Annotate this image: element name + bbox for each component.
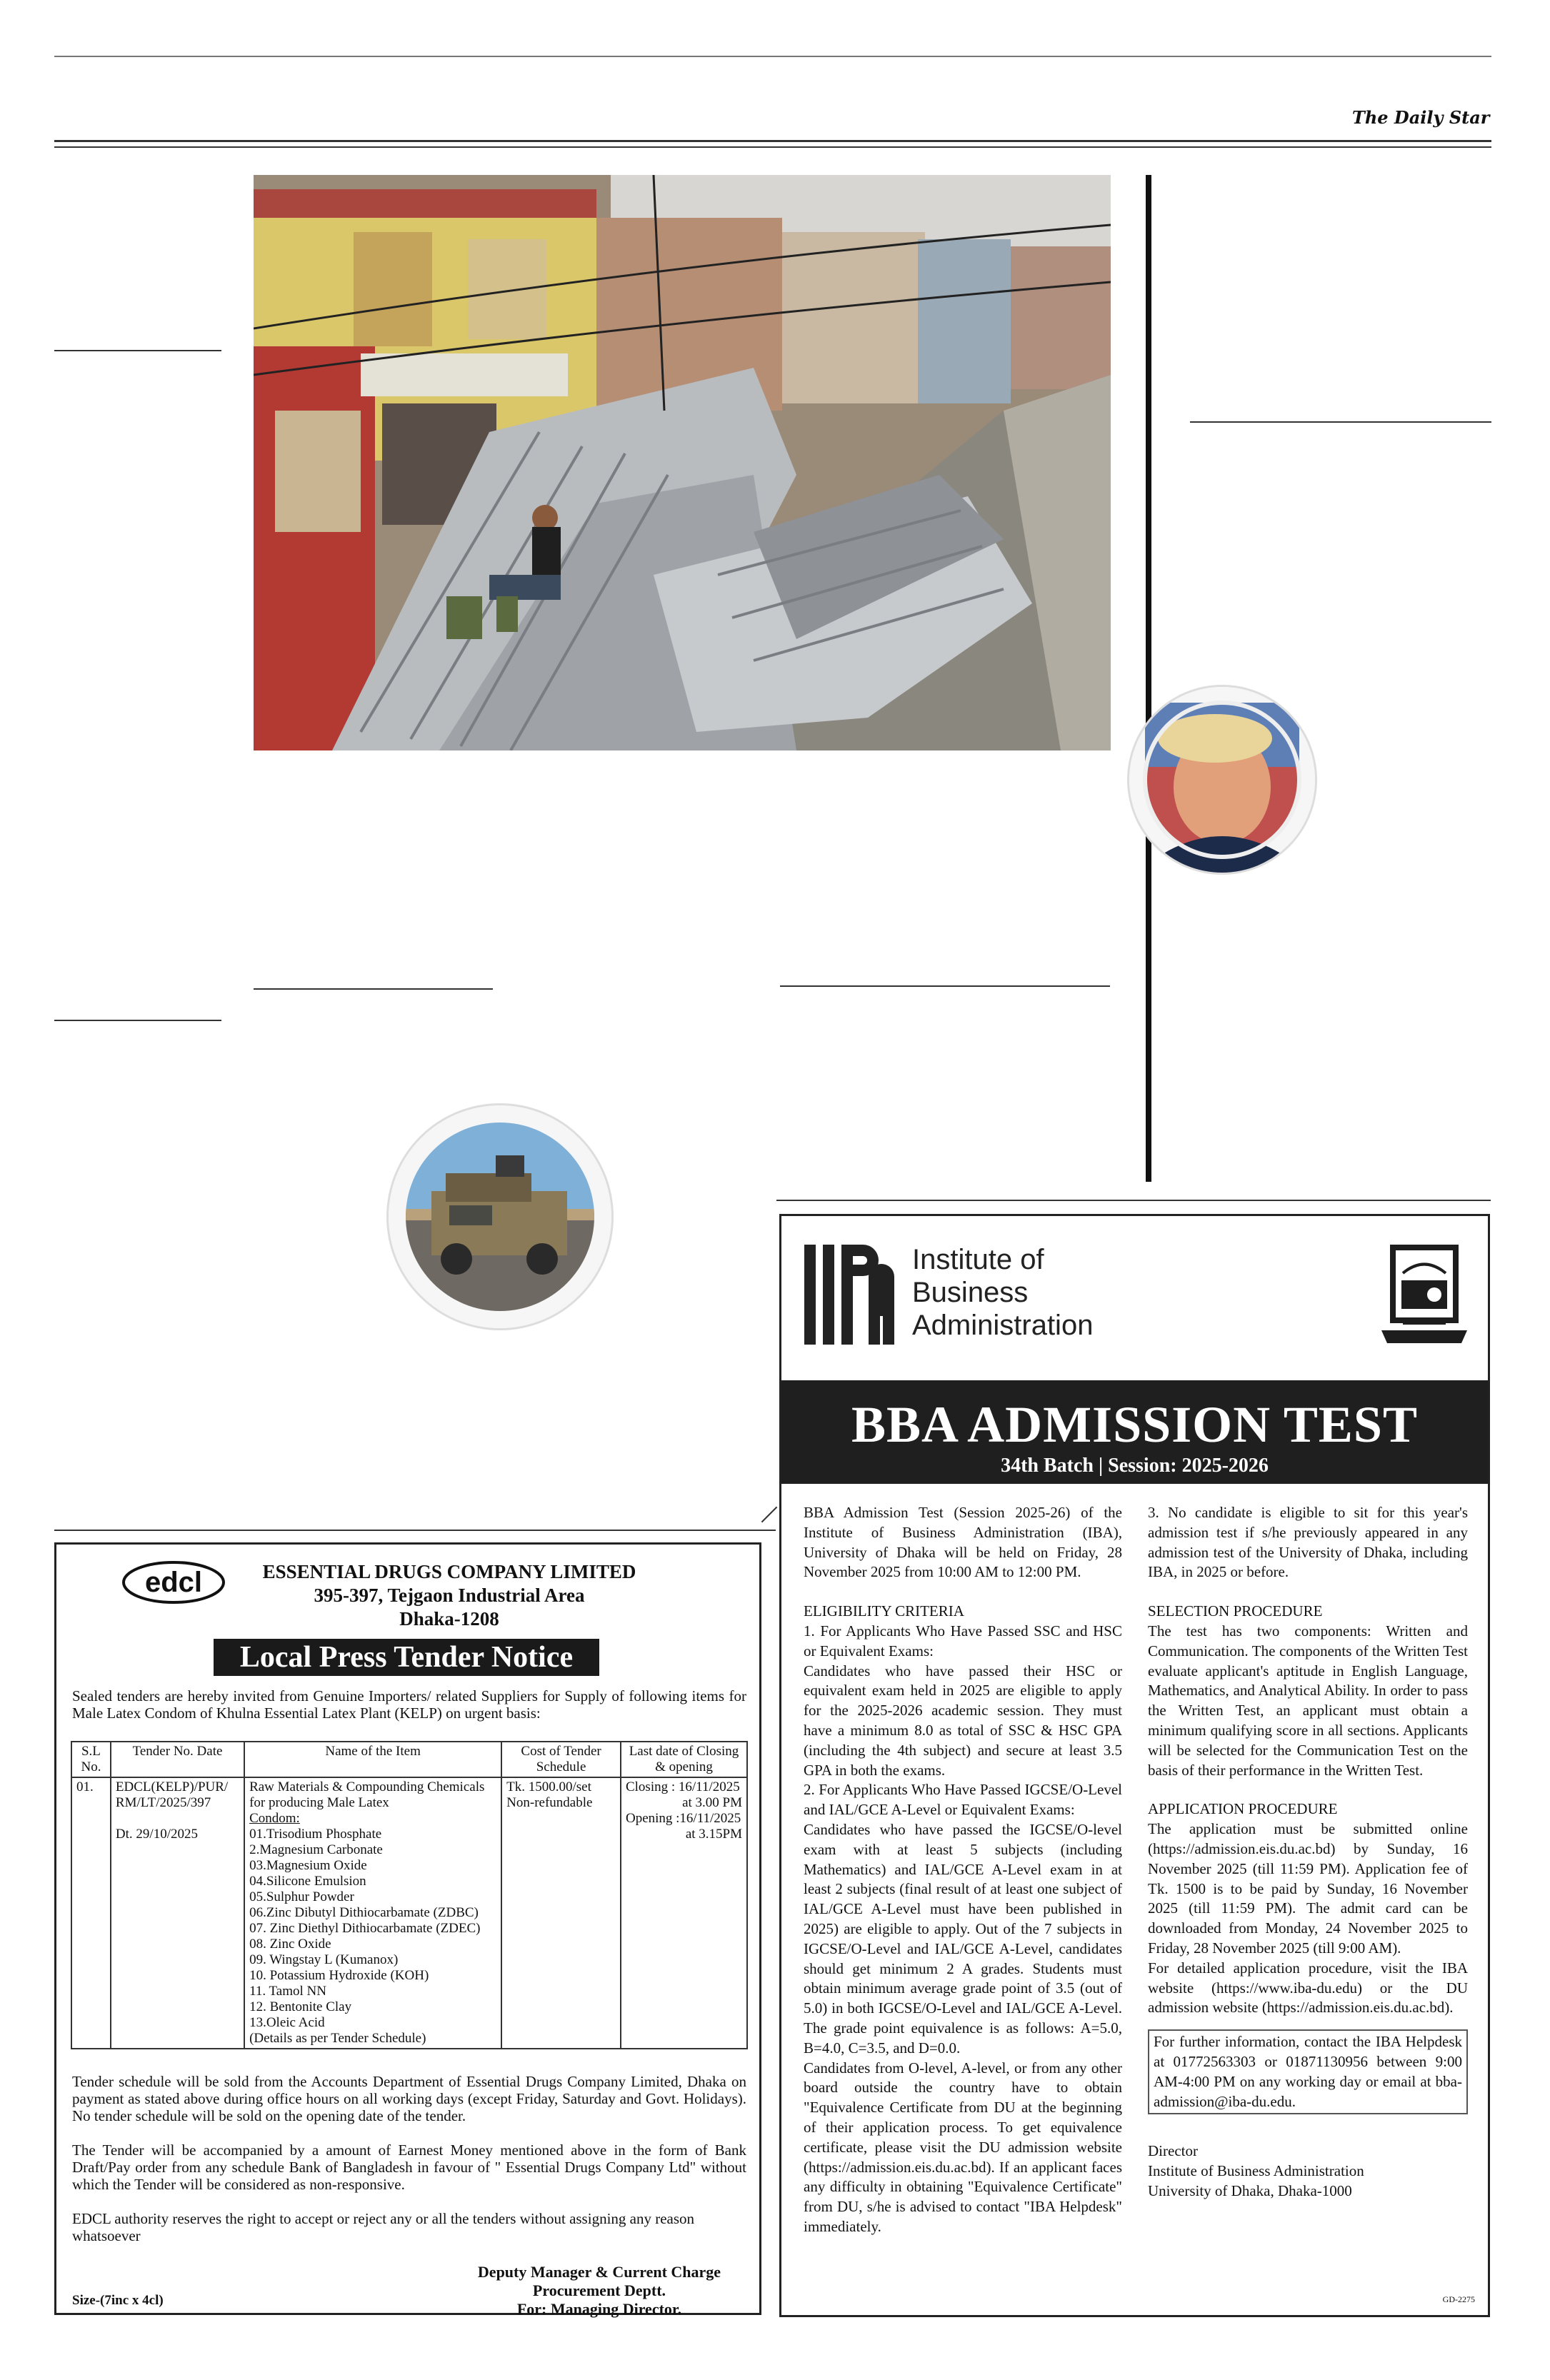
row-items bbox=[244, 1777, 501, 2049]
opening-date: Opening :16/11/2025 bbox=[625, 1811, 741, 1826]
list-item: 05.Sulphur Powder bbox=[249, 1889, 354, 1904]
iba-title-band bbox=[781, 1380, 1488, 1484]
iba-name bbox=[912, 1243, 1093, 1342]
military-vehicle-photo bbox=[389, 1105, 611, 1328]
list-item: 10. Potassium Hydroxide (KOH) bbox=[249, 1968, 429, 1983]
list-item: 09. Wingstay L (Kumanox) bbox=[249, 1952, 399, 1967]
edcl-tender-ad bbox=[54, 1542, 761, 2318]
tender-date: Dt. 29/10/2025 bbox=[115, 1827, 198, 1842]
tender-table-header bbox=[71, 1742, 747, 1777]
iba-admission-ad bbox=[779, 1214, 1490, 2317]
row-sl: 01. bbox=[71, 1777, 111, 2049]
row-tender-no bbox=[111, 1777, 244, 2049]
list-item: 08. Zinc Oxide bbox=[249, 1937, 331, 1952]
iba-elig-head: ELIGIBILITY CRITERIA bbox=[804, 1602, 964, 1620]
ad-divider-diag bbox=[761, 1507, 778, 1523]
iba-name-3: Administration bbox=[912, 1310, 1094, 1341]
list-item: 07. Zinc Diethyl Dithiocarbamate (ZDEC) bbox=[249, 1921, 481, 1936]
col-closing: Last date of Closing & opening bbox=[621, 1742, 747, 1777]
col-sl: S.L No. bbox=[71, 1742, 111, 1777]
list-item: 11. Tamol NN bbox=[249, 1984, 326, 1999]
iba-name-2: Business bbox=[912, 1277, 1029, 1308]
iba-signature bbox=[1148, 2142, 1468, 2201]
edcl-intro: Sealed tenders are hereby invited from Genuine Importers/ related Suppliers for Supply of following items for Male Latex Condom of Khulna Essential Latex Plant (KELP) on urgent basis: bbox=[72, 1687, 746, 1722]
iba-elig1-body: Candidates who have passed their HSC or equivalent exam held in 2025 are eligible to apply for the 2025-2026 academic session. They must have a minimum 8.0 as total of SSC & HSC GPA (including the 4th subject) and secure at least 3.5 GPA in both the exams. bbox=[804, 1662, 1122, 1779]
edcl-signature bbox=[456, 2263, 742, 2319]
row-cost bbox=[501, 1777, 621, 2049]
iba-ad-code: GD-2275 bbox=[1442, 2294, 1475, 2304]
list-item: 03.Magnesium Oxide bbox=[249, 1858, 367, 1873]
iba-sign-1: Director bbox=[1148, 2142, 1198, 2160]
iba-sel-body: The test has two components: Written and Communication. The components of the Written Test evaluate applicant's aptitude in English Language, Mathematics, and Analytical Ability. In order to pass the Written Test, an applicant must obtain a minimum qualifying score in all sections. Applicants will be selected for the Communication Test on the basis of their performance in the Written Test. bbox=[1148, 1622, 1468, 1779]
iba-elig2-body: Candidates who have passed the IGCSE/O-level exam with at least 5 subjects (including Mathematics) and IAL/GCE A-Level exam in at least 2 subjects (final result of at least one subject of IAL/GCE A-Level must have been published in 2025) are eligible to apply. Out of the 7 subjects in IGCSE/O-Level and IAL/GCE A-Level, candidates should get minimum 2 A grades. Students must obtain minimum average grade point of 3.5 (out of 5.0) in both IGCSE/O-Level and IAL/GCE A-Level. The grade point equivalence is as follows: A=5.0, B=4.0, C=3.5, and D=0.0. bbox=[804, 1820, 1122, 2057]
right-col-rule bbox=[1190, 421, 1491, 423]
col-tender-no: Tender No. Date bbox=[111, 1742, 244, 1777]
col-cost: Cost of Tender Schedule bbox=[501, 1742, 621, 1777]
edcl-address-1: 395-397, Tejgaon Industrial Area bbox=[314, 1585, 585, 1606]
closing-date: Closing : 16/11/2025 bbox=[625, 1779, 740, 1794]
iba-app-head: APPLICATION PROCEDURE bbox=[1148, 1800, 1338, 1818]
storm-damage-photo bbox=[254, 175, 1111, 750]
masthead-rule-1 bbox=[54, 140, 1491, 142]
tender-table bbox=[71, 1741, 748, 2049]
edcl-company: ESSENTIAL DRUGS COMPANY LIMITED bbox=[262, 1561, 636, 1582]
iba-elig1-head: 1. For Applicants Who Have Passed SSC and HSC or Equivalent Exams: bbox=[804, 1622, 1122, 1660]
tender-number: EDCL(KELP)/PUR/ RM/LT/2025/397 bbox=[115, 1779, 229, 1810]
iba-sign-3: University of Dhaka, Dhaka-1000 bbox=[1148, 2181, 1352, 2199]
mid-rule-1 bbox=[254, 988, 493, 990]
edcl-notice-title: Local Press Tender Notice bbox=[214, 1639, 599, 1676]
iba-contact-box: For further information, contact the IBA Helpdesk at 01772563303 or 01871130956 between 9:00 AM-4:00 PM on any working day or email at bba-admission@iba-du.edu. bbox=[1148, 2029, 1468, 2114]
edcl-size: Size-(7inc x 4cl) bbox=[72, 2293, 164, 2308]
list-item: 06.Zinc Dibutyl Dithiocarbamate (ZDBC) bbox=[249, 1905, 479, 1920]
mid-rule-2 bbox=[780, 985, 1110, 987]
cost-note: Non-refundable bbox=[506, 1795, 593, 1810]
iba-left-column bbox=[804, 1503, 1122, 2237]
edcl-para-2: The Tender will be accompanied by a amount of Earnest Money mentioned above in the form of Bank Draft/Pay order from any schedule Bank of Bangladesh in favour of " Essential Drugs Company Ltd" without which the Tender will be considered as non-responsive. bbox=[72, 2142, 746, 2193]
iba-elig2-head: 2. For Applicants Who Have Passed IGCSE/O-Level and IAL/GCE A-Level or Equivalent Exams: bbox=[804, 1781, 1122, 1819]
cost-value: Tk. 1500.00/set bbox=[506, 1779, 591, 1794]
closing-time: at 3.00 PM bbox=[682, 1795, 742, 1810]
iba-title: BBA ADMISSION TEST bbox=[851, 1396, 1418, 1453]
iba-sign-2: Institute of Business Administration bbox=[1148, 2162, 1364, 2180]
iba-app-body: The application must be submitted online (https://admission.eis.du.ac.bd) by Sunday, 16 November 2025 (till 11:59 PM). Application fee of Tk. 1500 is to be paid by Sunday, 16 November 2025 (till 11:59 PM). The admit card can be downloaded from Monday, 24 November 2025 to Friday, 28 November 2025 (till 9:00 AM). bbox=[1148, 1820, 1468, 1957]
iba-name-1: Institute of bbox=[912, 1244, 1044, 1275]
top-rule bbox=[54, 56, 1491, 57]
list-item: 01.Trisodium Phosphate bbox=[249, 1827, 382, 1842]
edcl-address-2: Dhaka-1208 bbox=[399, 1608, 499, 1630]
masthead-logo: The Daily Star bbox=[1352, 107, 1490, 128]
list-item: (Details as per Tender Schedule) bbox=[249, 2031, 426, 2046]
iba-subtitle: 34th Batch | Session: 2025-2026 bbox=[1001, 1455, 1269, 1477]
edcl-header bbox=[235, 1560, 664, 1631]
ad-top-rule bbox=[776, 1200, 1491, 1201]
du-seal bbox=[1381, 1237, 1467, 1352]
edcl-sign-3: For: Managing Director. bbox=[516, 2300, 682, 2318]
edcl-sign-1: Deputy Manager & Current Charge bbox=[477, 2263, 721, 2281]
row-closing bbox=[621, 1777, 747, 2049]
edcl-sign-2: Procurement Deptt. bbox=[532, 2281, 666, 2299]
col-item: Name of the Item bbox=[244, 1742, 501, 1777]
iba-elig3: 3. No candidate is eligible to sit for this year's admission test if s/he previously appeared in any admission test of the University of Dhaka, including IBA, in 2025 or before. bbox=[1148, 1504, 1468, 1581]
iba-app-body2: For detailed application procedure, visit the IBA website (https://www.iba-du.edu) or the DU admission website (https://admission.eis.du.ac.bd). bbox=[1148, 1959, 1468, 2017]
list-item: 04.Silicone Emulsion bbox=[249, 1874, 366, 1889]
iba-logo-letters bbox=[804, 1241, 897, 1348]
iba-right-column bbox=[1148, 1503, 1468, 2201]
portrait-photo bbox=[1129, 687, 1315, 873]
opening-time: at 3.15PM bbox=[685, 1827, 742, 1842]
iba-sel-head: SELECTION PROCEDURE bbox=[1148, 1602, 1323, 1620]
item-title: Raw Materials & Compounding Chemicals for producing Male Latex bbox=[249, 1779, 485, 1810]
iba-elig2-body2: Candidates from O-level, A-level, or from any other board outside the country have to obtain "Equivalence Certificate from DU at the beginning of their application process. To get equivalence certificate, please visit the DU admission website (https://admission.eis.du.ac.bd). If an applicant faces any difficulty in obtaining "Equivalence Certificate" from DU, s/he is advised to contact "IBA Helpdesk" immediately. bbox=[804, 2059, 1122, 2235]
table-row bbox=[71, 1777, 747, 2049]
column-divider bbox=[1146, 175, 1151, 1182]
ad-top-rule-left bbox=[54, 1530, 776, 1531]
list-item: 2.Magnesium Carbonate bbox=[249, 1842, 383, 1857]
left-col-rule bbox=[54, 350, 221, 351]
masthead-rule-2 bbox=[54, 146, 1491, 148]
left-col-rule-2 bbox=[54, 1020, 221, 1021]
svg-text:edcl: edcl bbox=[144, 1567, 203, 1598]
item-sub: Condom: bbox=[249, 1811, 300, 1826]
edcl-para-3: EDCL authority reserves the right to accept or reject any or all the tenders without assigning any reason whatsoever bbox=[72, 2210, 695, 2244]
list-item: 13.Oleic Acid bbox=[249, 2015, 325, 2030]
iba-intro: BBA Admission Test (Session 2025-26) of the Institute of Business Administration (IBA), University of Dhaka will be held on Friday, 28 November 2025 from 10:00 AM to 12:00 PM. bbox=[804, 1504, 1122, 1581]
edcl-para-1: Tender schedule will be sold from the Accounts Department of Essential Drugs Company Limited, Dhaka on payment as stated above during office hours on all working days (except Friday, Saturday and Govt. Holidays). No tender schedule will be sold on the opening date of the tender. bbox=[72, 2073, 746, 2124]
list-item: 12. Bentonite Clay bbox=[249, 1999, 352, 2014]
